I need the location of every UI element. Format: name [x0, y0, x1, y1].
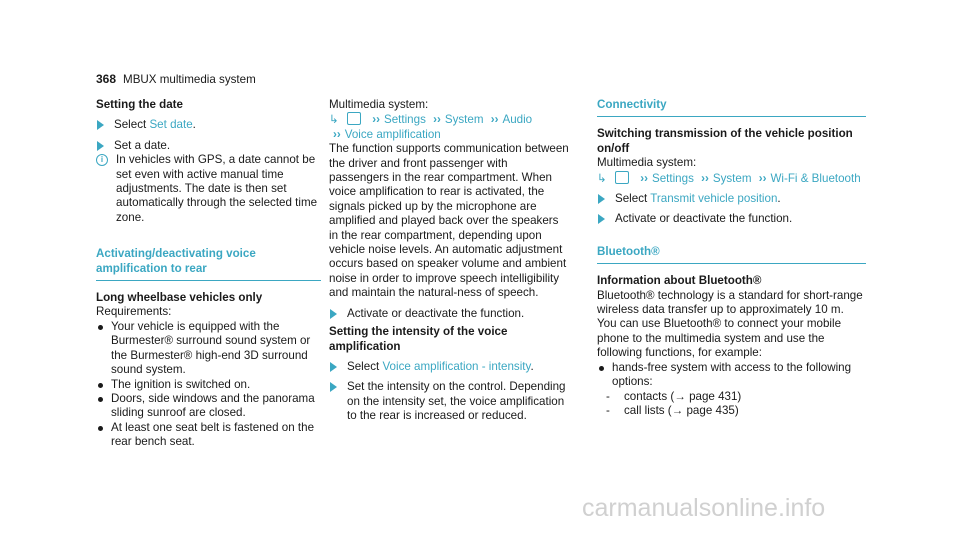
chevron-icon: ›› [333, 127, 341, 141]
watermark: carmanualsonline.info [582, 494, 826, 522]
heading-transmission: Switching transmission of the vehicle position on/off [597, 127, 853, 155]
chevron-icon: ›› [372, 113, 380, 127]
menu-path: ↳ ›› Settings ›› System ›› Audio ›› Voice amplification [329, 113, 533, 141]
list-item: At least one seat belt is fastened on the rear bench seat. [96, 421, 321, 450]
heading-bluetooth-info: Information about Bluetooth® [597, 274, 762, 288]
home-icon [347, 112, 361, 125]
step-select-set-date: Select Set date. [96, 118, 321, 132]
multimedia-system-label: Multimedia system: [329, 98, 429, 111]
set-date-link[interactable]: Set date [149, 118, 193, 132]
step-arrow-icon [598, 214, 605, 224]
chevron-icon: ›› [758, 171, 767, 185]
page-header-title: MBUX multimedia system [123, 73, 256, 86]
step-arrow-icon [330, 382, 337, 392]
step-activate: Activate or deactivate the function. [329, 307, 569, 321]
column-right [597, 98, 866, 418]
bluetooth-paragraph-1: Bluetooth® technology is a standard for short-range wireless data transfer up to approximately 10 m. [597, 288, 863, 317]
bullet-icon [98, 426, 103, 431]
list-item: - call lists (→ page 435) [606, 403, 739, 417]
list-item: Your vehicle is equipped with the Burmester® surround sound system or the Burmester® high-end 3D surround sound system. [96, 320, 321, 378]
section-voice-amplification: Activating/deactivating voice amplification to rear [96, 247, 321, 281]
bullet-icon [98, 397, 103, 402]
info-icon: i [96, 154, 108, 166]
multimedia-system-label: Multimedia system: [597, 156, 697, 170]
list-item: - contacts (→ page 431) [606, 389, 742, 403]
step-set-a-date: Set a date. [96, 139, 321, 153]
page-number: 368 [96, 72, 117, 86]
info-note: i In vehicles with GPS, a date cannot be set even with active manual time adjustments. The date is then set automatically through the selected time zone. [96, 153, 321, 225]
chevron-icon: ›› [433, 113, 441, 127]
step-arrow-icon [97, 120, 104, 130]
voice-intensity-link[interactable]: Voice amplification - intensity [382, 359, 531, 373]
home-icon [615, 171, 629, 184]
step-select-intensity: Select Voice amplification - intensity. [329, 360, 569, 374]
step-arrow-icon [97, 141, 104, 151]
bullet-icon [98, 325, 103, 330]
function-description: The function supports communication between the driver and front passenger with passengers in the rear compartment. When voice amplification to rear is activated, the signals picked up by the microphone are amplified and played back over the speakers in the rear compartment, depending upon vehicle noise levels. An automatic adjustment occurs based on speaker volume and ambient noise in order to improve speech intelligibility and maintain the natural-ness of speech. [329, 142, 569, 300]
transmit-position-link[interactable]: Transmit vehicle position [650, 192, 778, 206]
step-arrow-icon [330, 309, 337, 319]
list-item: Doors, side windows and the panorama sliding sunroof are closed. [96, 392, 321, 421]
column-middle [329, 98, 569, 424]
heading-long-wheelbase: Long wheelbase vehicles only [96, 291, 263, 305]
return-arrow-icon: ↳ [597, 171, 607, 185]
chevron-icon: ›› [490, 113, 499, 127]
section-connectivity: Connectivity [597, 98, 866, 117]
list-item: hands-free system with access to the following options: [597, 361, 866, 390]
bluetooth-paragraph-2: You can use Bluetooth® to connect your mobile phone to the multimedia system and use the following functions, for example: [597, 317, 842, 360]
step-activate-transmit: Activate or deactivate the function. [597, 212, 866, 226]
chevron-icon: ›› [701, 171, 709, 185]
section-bluetooth: Bluetooth® [597, 245, 866, 264]
bullet-icon [98, 383, 103, 388]
page-header [96, 72, 256, 86]
heading-intensity: Setting the intensity of the voice amplification [329, 325, 508, 353]
column-left [96, 98, 321, 450]
requirements-label: Requirements: [96, 305, 172, 319]
step-arrow-icon [598, 194, 605, 204]
menu-path: ↳ ›› Settings ›› System ›› Wi-Fi & Bluetooth [597, 171, 861, 185]
list-item: The ignition is switched on. [96, 378, 321, 392]
chevron-icon: ›› [640, 171, 648, 185]
return-arrow-icon: ↳ [329, 113, 339, 127]
heading-setting-date: Setting the date [96, 98, 183, 111]
bullet-icon [599, 366, 604, 371]
step-set-intensity: Set the intensity on the control. Depending on the intensity set, the voice amplification to the rear is increased or reduced. [329, 380, 569, 423]
step-arrow-icon [330, 362, 337, 372]
step-select-transmit: Select Transmit vehicle position. [597, 192, 866, 206]
